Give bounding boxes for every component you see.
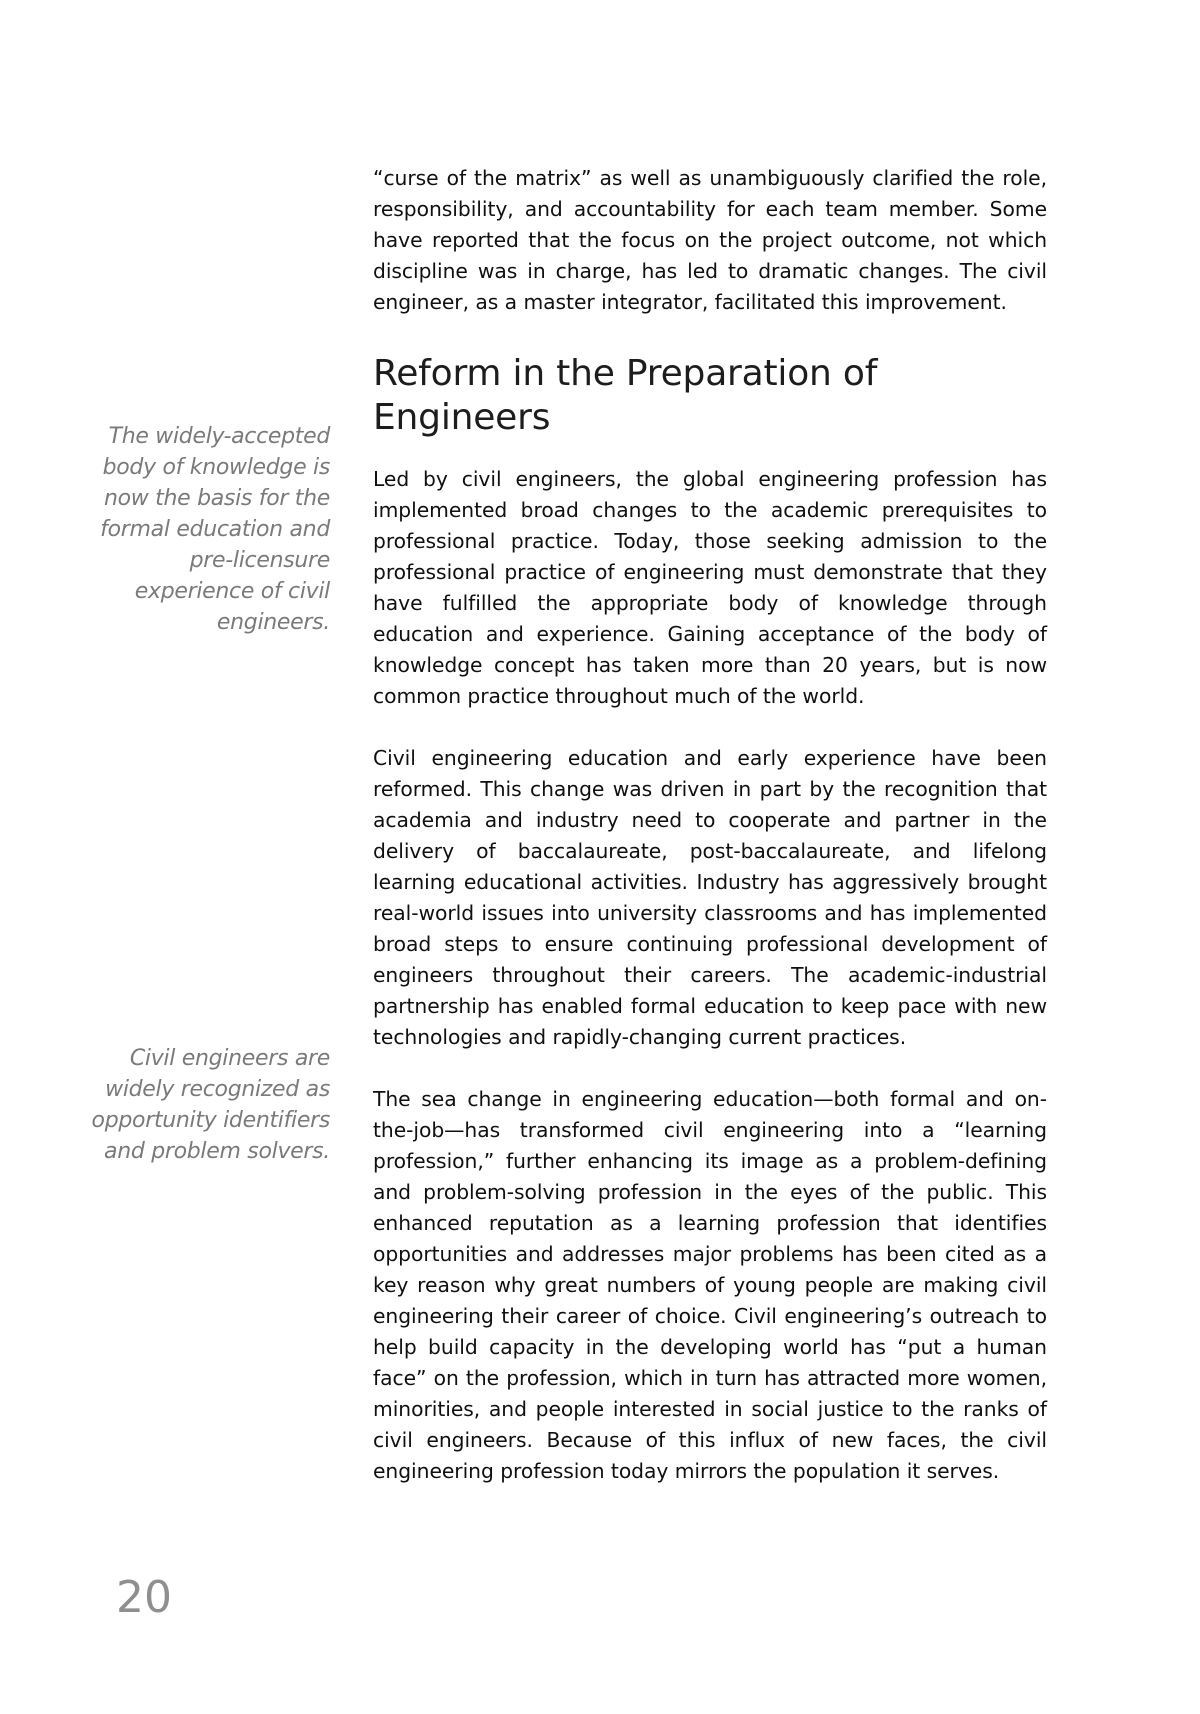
pullquote-body-of-knowledge: The widely-accepted body of knowledge is now the basis for the formal education and pre-licensure experience of civil engineers. [100,424,330,635]
page-number: 20 [116,1572,172,1623]
body-paragraph-body-of-knowledge: Led by civil engineers, the global engineering profession has implemented broad changes to the academic prerequisites to professional practice. Today, those seeking admission to the professional practice of engineering must demonstrate that they have fulfilled the appropriate body of knowledge through education and experience. Gaining acceptance of the body of knowledge concept has taken more than 20 years, but is now common practice throughout much of the world. [373,467,1047,708]
intro-paragraph: “curse of the matrix” as well as unambiguously clarified the role, responsibility, and accountability for each team member. Some have reported that the focus on the project outcome, not which discipline was in charge, has led to dramatic changes. The civil engineer, as a master integrator, facilitated this improvement. [373,166,1047,314]
section-heading: Reform in the Preparation of Engineers [373,353,878,438]
main-text-column [373,163,1047,1487]
body-paragraph-learning-profession: The sea change in engineering education—both formal and on-the-job—has transformed civil engineering into a “learning profession,” further enhancing its image as a problem-defining and problem-solving profession in the eyes of the public. This enhanced reputation as a learning profession that identifies opportunities and addresses major problems has been cited as a key reason why great numbers of young people are making civil engineering their career of choice. Civil engineering’s outreach to help build capacity in the developing world has “put a human face” on the profession, which in turn has attracted more women, minorities, and people interested in social justice to the ranks of civil engineers. Because of this influx of new faces, the civil engineering profession today mirrors the population it serves. [373,1087,1047,1483]
body-paragraph-education-reform: Civil engineering education and early experience have been reformed. This change was driven in part by the recognition that academia and industry need to cooperate and partner in the delivery of baccalaureate, post-baccalaureate, and lifelong learning educational activities. Industry has aggressively brought real-world issues into university classrooms and has implemented broad steps to ensure continuing professional development of engineers throughout their careers. The academic-industrial partnership has enabled formal education to keep pace with new technologies and rapidly-changing current practices. [373,746,1047,1049]
pullquote-problem-solvers: Civil engineers are widely recognized as opportunity identifiers and problem solvers. [91,1046,330,1164]
